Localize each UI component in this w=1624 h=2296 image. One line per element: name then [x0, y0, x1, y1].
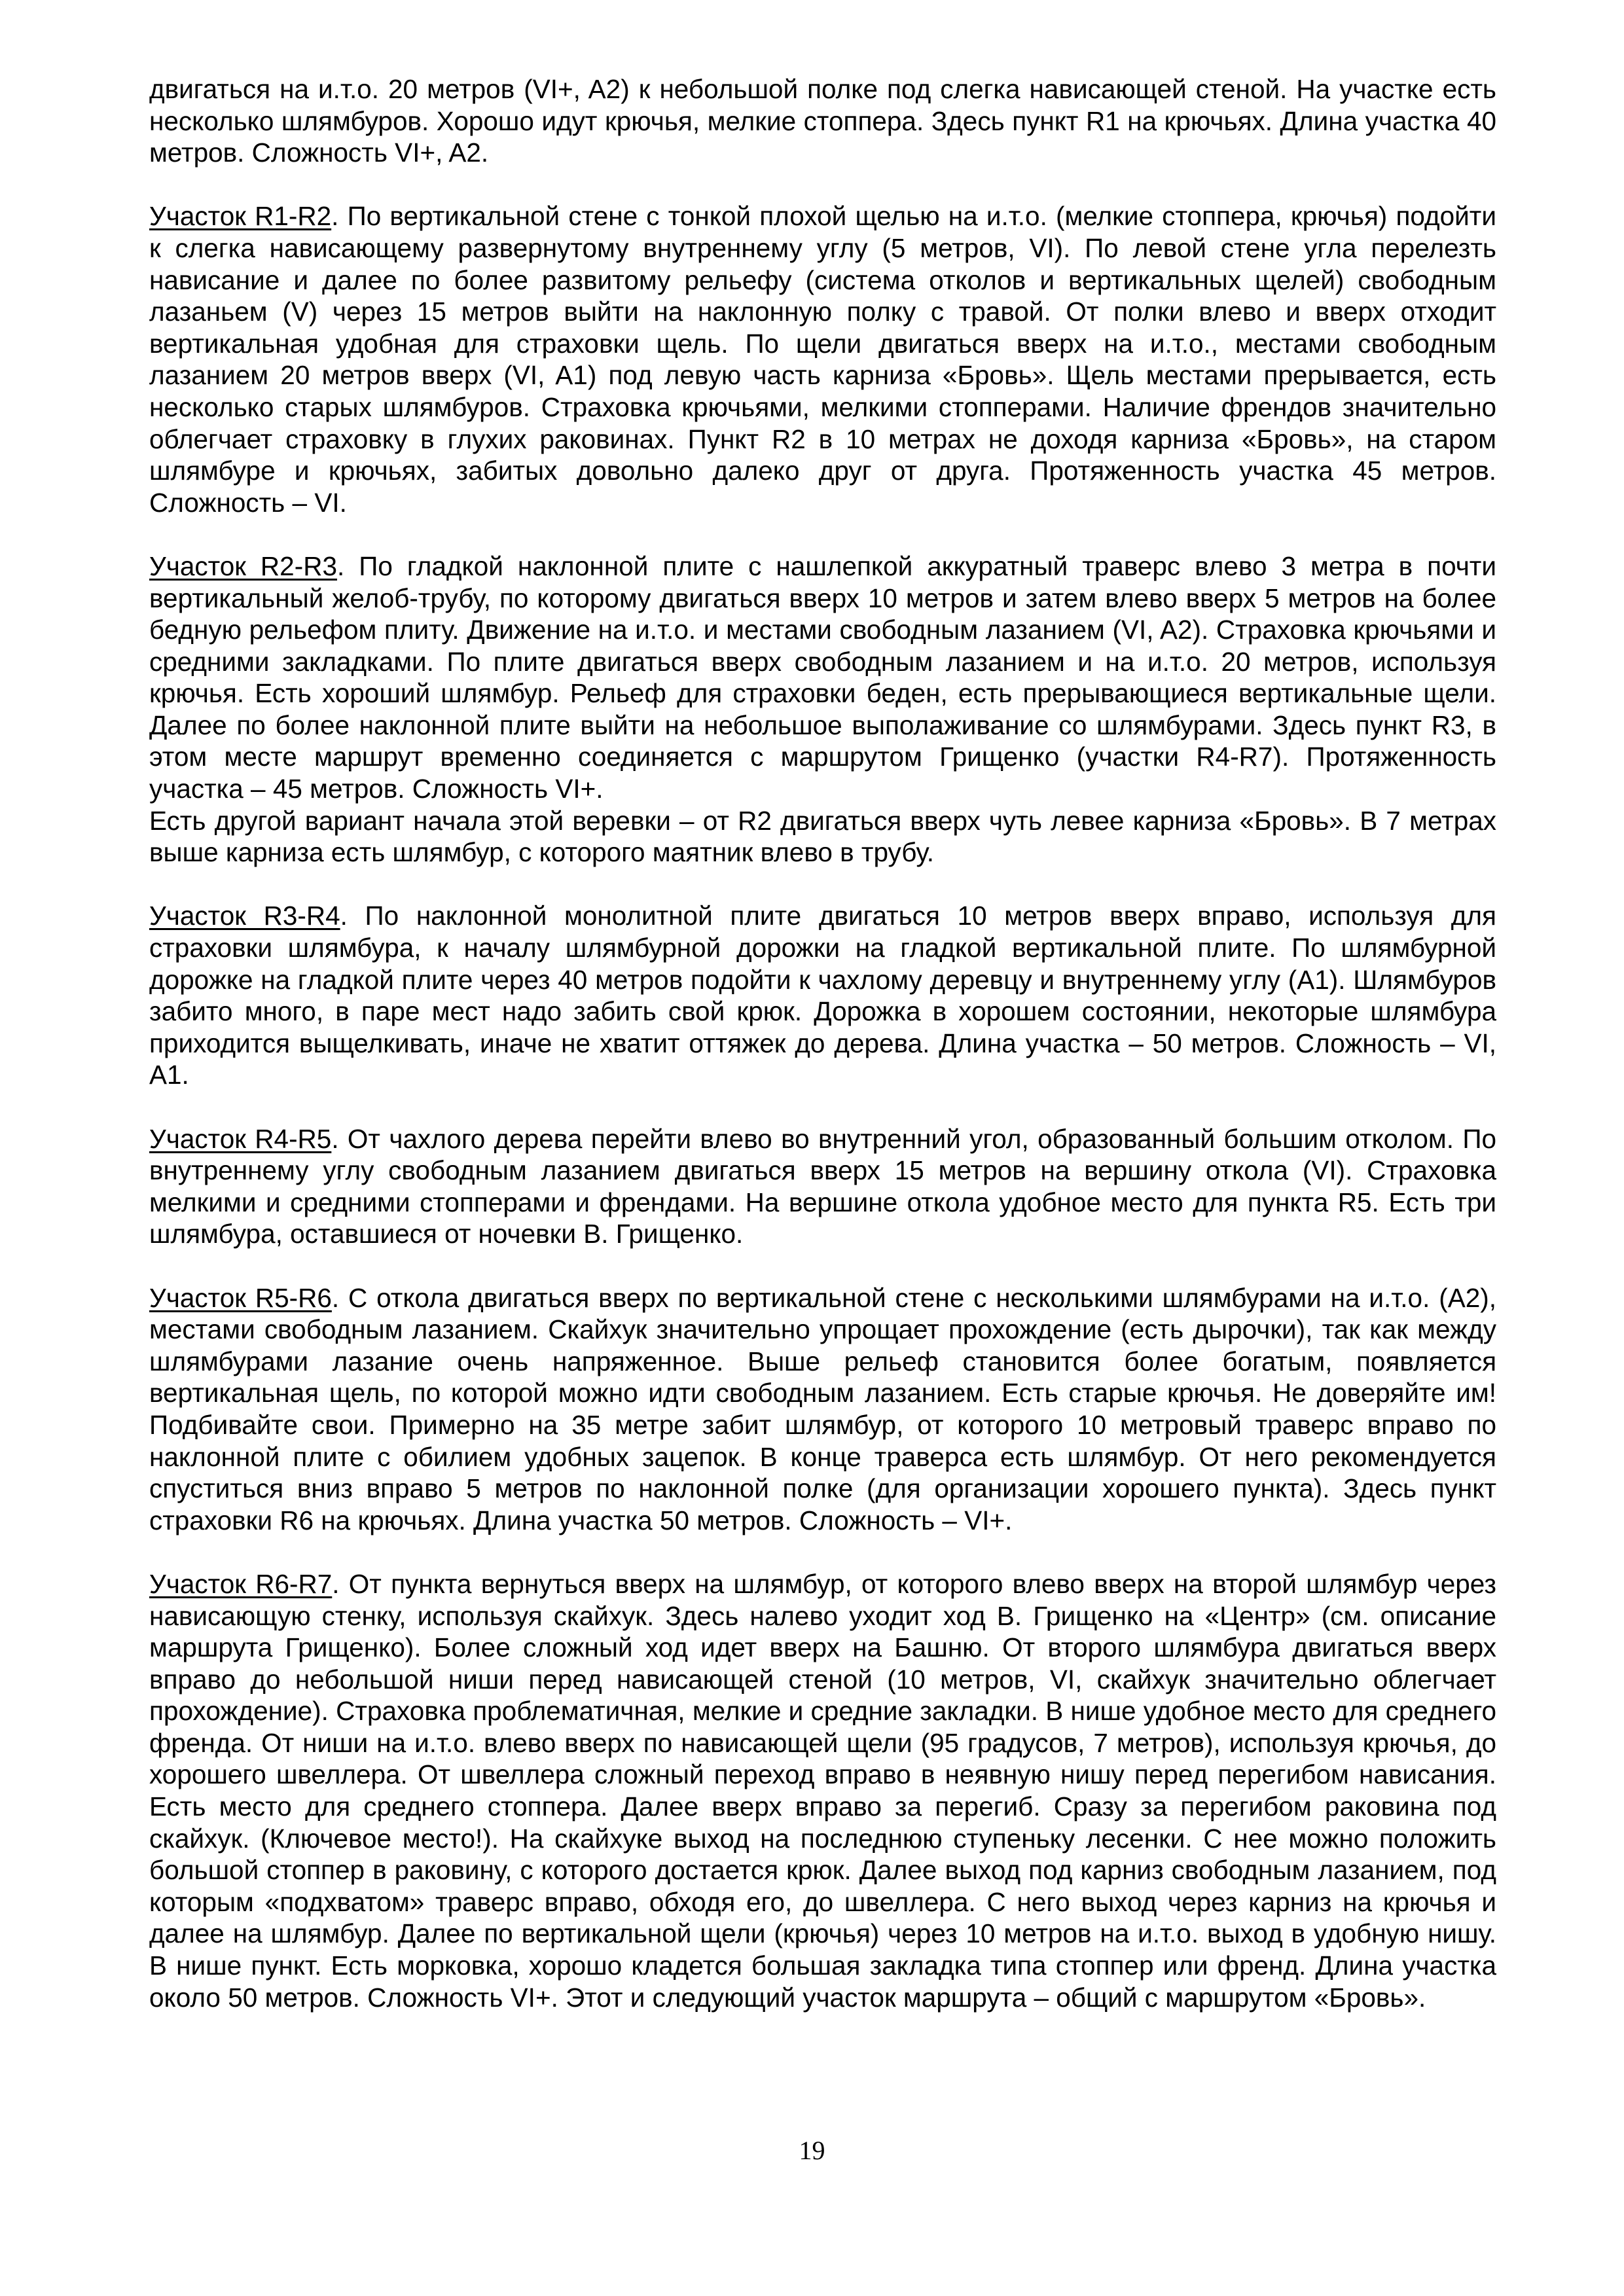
paragraph-body: . От пункта вернуться вверх на шлямбур, от которого влево вверх на второй шлямбур через нависающую стенку, используя скайхук. Здесь налево уходит ход В. Грищенко на «Центр» (см. описание маршрута Грищенко). Более сложный ход идет вверх на Башню. От второго шлямбура двигаться вверх вправо до небольшой ниши перед нависающей стеной (10 метров, VI, скайхук значительно облегчает прохождение). Страховка проблематичная, мелкие и средние закладки. В нише удобное место для среднего френда. От ниши на и.т.о. влево вверх по нависающей щели (95 градусов, 7 метров), используя крючья, до хорошего швеллера. От швеллера сложный переход вправо в неявную нишу перед перегибом нависания. Есть место для среднего стоппера. Далее вверх вправо за перегиб. Сразу за перегибом раковина под скайхук. (Ключевое место!). На скайхуке выход на последнюю ступеньку лесенки. С нее можно положить большой стоппер в раковину, с которого достается крюк. Далее выход под карниз свободным лазанием, под которым «подхватом» траверс вправо, обходя его, до швеллера. С него выход через карниз на крючья и далее на шлямбур. Далее по вертикальной щели (крючья) через 10 метров на и.т.о. выход в удобную нишу. В нише пункт. Есть морковка, хорошо кладется большая закладка типа стоппер или френд. Длина участка около 50 метров. Сложность VI+. Этот и следующий участок маршрута – общий с маршрутом «Бровь». — [149, 1568, 1496, 2013]
paragraph-body: Есть другой вариант начала этой веревки – от R2 двигаться вверх чуть левее карниза «Бровь». В 7 метрах выше карниза есть шлямбур, с которого маятник влево в трубу. — [149, 805, 1496, 868]
paragraph-body: двигаться на и.т.о. 20 метров (VI+, A2) к небольшой полке под слегка нависающей стеной. На участке есть несколько шлямбуров. Хорошо идут крючья, мелкие стоппера. Здесь пункт R1 на крючьях. Длина участка 40 метров. Сложность VI+, A2. — [149, 74, 1496, 168]
paragraph-body: . С откола двигаться вверх по вертикальной стене с несколькими шлямбурами на и.т.о. (A2), местами свободным лазанием. Скайхук значительно упрощает прохождение (есть дырочки), так как между шлямбурами лазание очень напряженное. Выше рельеф становится более богатым, появляется вертикальная щель, по которой можно идти свободным лазанием. Есть старые крючья. Не доверяйте им! Подбивайте свои. Примерно на 35 метре забит шлямбур, от которого 10 метровый траверс вправо по наклонной плите с обилием удобных зацепок. В конце траверса есть шлямбур. От него рекомендуется спуститься вниз вправо 5 метров по наклонной полке (для организации хорошего пункта). Здесь пункт страховки R6 на крючьях. Длина участка 50 метров. Сложность – VI+. — [149, 1282, 1496, 1535]
paragraph-continuation — [149, 73, 1496, 169]
section-heading: Участок R5-R6 — [149, 1282, 332, 1313]
paragraph-section-r3-r4 — [149, 900, 1496, 1091]
section-heading: Участок R4-R5 — [149, 1123, 332, 1154]
paragraph-alternative-variant — [149, 805, 1496, 869]
paragraph-body: . По вертикальной стене с тонкой плохой щелью на и.т.о. (мелкие стоппера, крючья) подойти к слегка нависающему развернутому внутреннему углу (5 метров, VI). По левой стене угла перелезть нависание и далее по более развитому рельефу (система отколов и вертикальных щелей) свободным лазаньем (V) через 15 метров выйти на наклонную полку с травой. От полки влево и вверх отходит вертикальная удобная для страховки щель. По щели двигаться вверх на и.т.о., местами свободным лазанием 20 метров вверх (VI, A1) под левую часть карниза «Бровь». Щель местами прерывается, есть несколько старых шлямбуров. Страховка крючьями, мелкими стопперами. Наличие френдов значительно облегчает страховку в глухих раковинах. Пункт R2 в 10 метрах не доходя карниза «Бровь», на старом шлямбуре и крючьях, забитых довольно далеко друг от друга. Протяженность участка 45 метров. Сложность – VI. — [149, 201, 1496, 518]
document-page — [149, 73, 1496, 2045]
paragraph-body: . По наклонной монолитной плите двигаться 10 метров вверх вправо, используя для страховки шлямбура, к началу шлямбурной дорожки на гладкой вертикальной плите. По шлямбурной дорожке на гладкой плите через 40 метров подойти к чахлому деревцу и внутреннему углу (A1). Шлямбуров забито много, в паре мест надо забить свой крюк. Дорожка в хорошем состоянии, некоторые шлямбура приходится выщелкивать, иначе не хватит оттяжек до дерева. Длина участка – 50 метров. Сложность – VI, A1. — [149, 901, 1496, 1090]
paragraph-section-r1-r2 — [149, 200, 1496, 518]
paragraph-section-r5-r6 — [149, 1282, 1496, 1537]
section-heading: Участок R2-R3 — [149, 550, 337, 581]
paragraph-section-r6-r7 — [149, 1568, 1496, 2013]
page-number: 19 — [799, 2136, 825, 2165]
paragraph-section-r2-r3 — [149, 550, 1496, 805]
section-heading: Участок R6-R7 — [149, 1568, 333, 1599]
paragraph-body: . По гладкой наклонной плите с нашлепкой аккуратный траверс влево 3 метра в почти вертикальный желоб-трубу, по которому двигаться вверх 10 метров и затем влево вверх 5 метров на более бедную рельефом плиту. Движение на и.т.о. и местами свободным лазанием (VI, A2). Страховка крючьями и средними закладками. По плите двигаться вверх свободным лазанием и на и.т.о. 20 метров, используя крючья. Есть хороший шлямбур. Рельеф для страховки беден, есть прерывающиеся вертикальные щели. Далее по более наклонной плите выйти на небольшое выполаживание со шлямбурами. Здесь пункт R3, в этом месте маршрут временно соединяется с маршрутом Грищенко (участки R4-R7). Протяженность участка – 45 метров. Сложность VI+. — [149, 550, 1496, 804]
paragraph-body: . От чахлого дерева перейти влево во внутренний угол, образованный большим отколом. По внутреннему углу свободным лазанием двигаться вверх 15 метров на вершину откола (VI). Страховка мелкими и средними стопперами и френдами. На вершине откола удобное место для пункта R5. Есть три шлямбура, оставшиеся от ночевки В. Грищенко. — [149, 1123, 1496, 1249]
section-heading: Участок R1-R2 — [149, 201, 332, 232]
section-heading: Участок R3-R4 — [149, 901, 340, 931]
paragraph-section-r4-r5 — [149, 1123, 1496, 1250]
